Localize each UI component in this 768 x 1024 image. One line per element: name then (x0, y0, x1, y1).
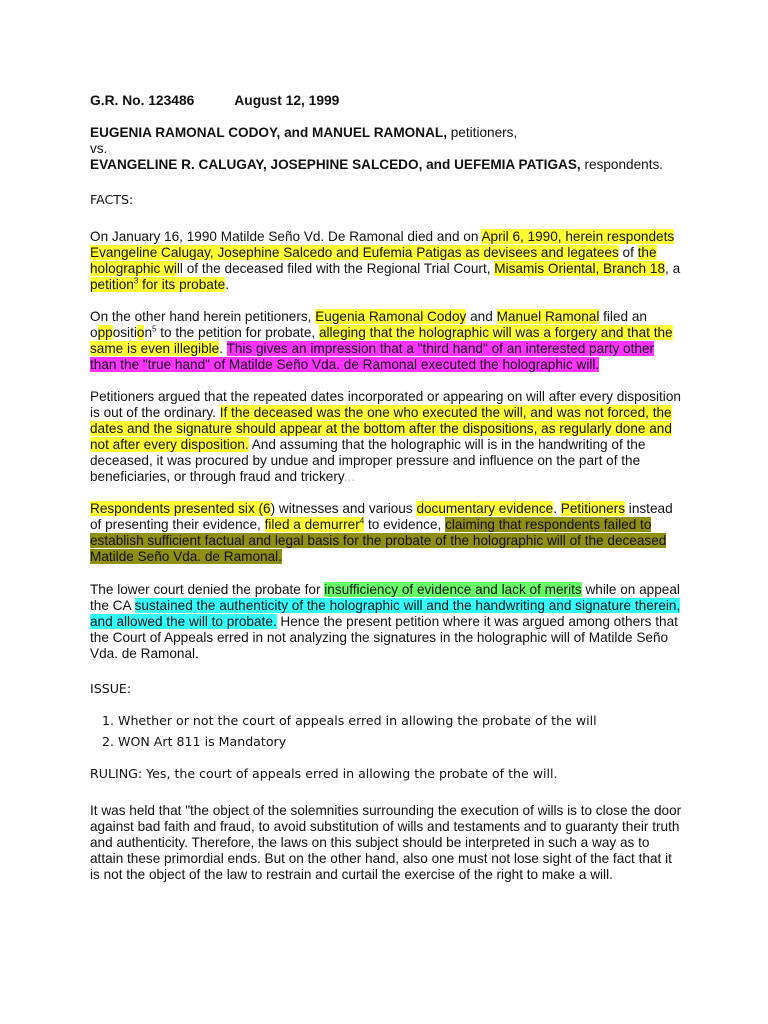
text: ositi (112, 325, 137, 340)
highlight-yellow: pp (97, 325, 113, 340)
petitioners-label: petitioners, (450, 125, 518, 140)
text: ll of the deceased filed with the Regional Trial Court, (176, 261, 495, 276)
case-header (90, 93, 339, 108)
paragraph-4-text (90, 501, 684, 565)
footnote-ref: 5 (152, 324, 157, 334)
facts-heading-text: FACTS: (90, 192, 134, 207)
text: . (219, 341, 227, 356)
text: instead of presenting their evidence, (90, 501, 673, 532)
text: filed a demurrer (264, 517, 360, 532)
petitioners-names: EUGENIA RAMONAL CODOY, and MANUEL RAMONAL, (90, 125, 447, 140)
text: The lower court denied the probate for (90, 582, 325, 597)
case-date: August 12, 1999 (234, 93, 340, 108)
footnote-ref: 3 (133, 276, 139, 286)
highlight-magenta: This gives an impression that a "third hand" of an interested party other than the "true hand" of Matilde Seño Vda. de Ramonal executed the holographic will. (90, 341, 655, 372)
ellipsis: ... (343, 469, 355, 484)
highlight-yellow: Misamis Oriental, Branch 18 (494, 261, 666, 276)
highlight-yellow: Respondents presented six (6 (90, 501, 271, 516)
respondents-line (90, 157, 684, 173)
text: . (225, 277, 229, 292)
text: . (553, 501, 561, 516)
text: Hence the present petition where it was argued among others that the Court of Appeals erred in not analyzing the signatures in the holographic will of Matilde Seño Vda. de Ramonal. (90, 614, 678, 661)
text: Petitioners argued that the repeated dates incorporated or appearing on will after every disposition is out of the ordinary. (90, 389, 681, 420)
text: and (466, 309, 497, 324)
text: while on appeal the CA (90, 582, 680, 613)
highlight-yellow: April 6, 1990, herein respondets Evangeline Calugay, Josephine Salcedo and Eufemia Patigas as devisees and legatees (90, 229, 675, 260)
highlight-yellow: alleging that the holographic will was a forgery and that the same is even illegible (90, 325, 673, 356)
issue-heading-text: ISSUE: (90, 681, 132, 696)
paragraph-1 (90, 229, 684, 293)
paragraph-2 (90, 309, 684, 373)
text: On January 16, 1990 Matilde Seño Vd. De Ramonal died and on (90, 229, 482, 244)
highlight-yellow: Petitioners (560, 501, 626, 516)
highlight-yellow (265, 517, 365, 532)
highlight-green: insufficiency of evidence and lack of merits (324, 582, 582, 597)
parties (90, 125, 684, 173)
ruling-text: RULING: Yes, the court of appeals erred in allowing the probate of the will. (90, 766, 558, 781)
paragraph-3-text (90, 389, 684, 485)
text: On the other hand herein petitioners, (90, 309, 316, 324)
highlight-yellow: the holographic wi (90, 245, 657, 276)
paragraph-4 (90, 501, 684, 565)
text: to the petition for probate, (156, 325, 319, 340)
paragraph-5 (90, 582, 684, 662)
highlight-olive: claiming that respondents failed to establish sufficient factual and legal basis for the probate of the holographic will of the deceased Matilde Seño Vda. de Ramonal. (90, 517, 667, 564)
petitioners-line (90, 125, 684, 141)
versus: vs. (90, 141, 108, 156)
text: , a (665, 261, 681, 276)
paragraph-3 (90, 389, 684, 485)
text: filed an o (90, 309, 647, 340)
text: ) witnesses and various (270, 501, 417, 516)
respondents-names: EVANGELINE R. CALUGAY, JOSEPHINE SALCEDO, and UEFEMIA PATIGAS, (90, 157, 581, 172)
issue-heading (90, 681, 684, 697)
highlight-yellow: If the deceased was the one who executed the will, and was not forced, the dates and the signature should appear at the bottom after the dispositions, as regularly done and not after every disposition. (90, 405, 672, 452)
paragraph-5-text (90, 582, 684, 662)
paragraph-1-text (90, 229, 684, 293)
text: n (144, 325, 152, 340)
highlight-yellow: Eugenia Ramonal Codoy (315, 309, 467, 324)
gr-number: G.R. No. 123486 (90, 93, 195, 108)
text: for its probate (138, 277, 226, 292)
text: to evidence, (364, 517, 446, 532)
list-item: 2. WON Art 811 is Mandatory (118, 734, 684, 749)
respondents-label: respondents. (584, 157, 664, 172)
highlight-yellow: documentary evidence (416, 501, 554, 516)
text: of (618, 245, 638, 260)
text: petition (90, 277, 134, 292)
text: And assuming that the holographic will is in the handwriting of the deceased, it was procured by undue and improper pressure and influence on the part of the beneficiaries, or through fraud and trickery (90, 437, 646, 484)
highlight-yellow: Manuel Ramonal (496, 309, 600, 324)
highlight-yellow (90, 277, 225, 292)
issues-list (90, 713, 684, 755)
footnote-ref: 4 (359, 516, 365, 526)
ruling (90, 766, 684, 782)
paragraph-6-text: It was held that "the object of the solemnities surrounding the execution of wills is to close the door against bad faith and fraud, to avoid substitution of wills and testaments and to guaranty their truth and authenticity. Therefore, the laws on this subject should be interpreted in such a way as to attain these primordial ends. But on the other hand, also one must not lose sight of the fact that it is not the object of the law to restrain and curtail the exercise of the right to make a will. (90, 803, 682, 882)
highlight-cyan: sustained the authenticity of the holographic will and the handwriting and signature therein, and allowed the will to probate. (90, 598, 681, 629)
facts-heading (90, 192, 684, 208)
highlight-yellow: o (136, 325, 145, 340)
list-item: 1. Whether or not the court of appeals erred in allowing the probate of the will (118, 713, 684, 728)
issues-ordered-list (90, 713, 684, 749)
paragraph-2-text (90, 309, 684, 373)
paragraph-6 (90, 803, 684, 883)
